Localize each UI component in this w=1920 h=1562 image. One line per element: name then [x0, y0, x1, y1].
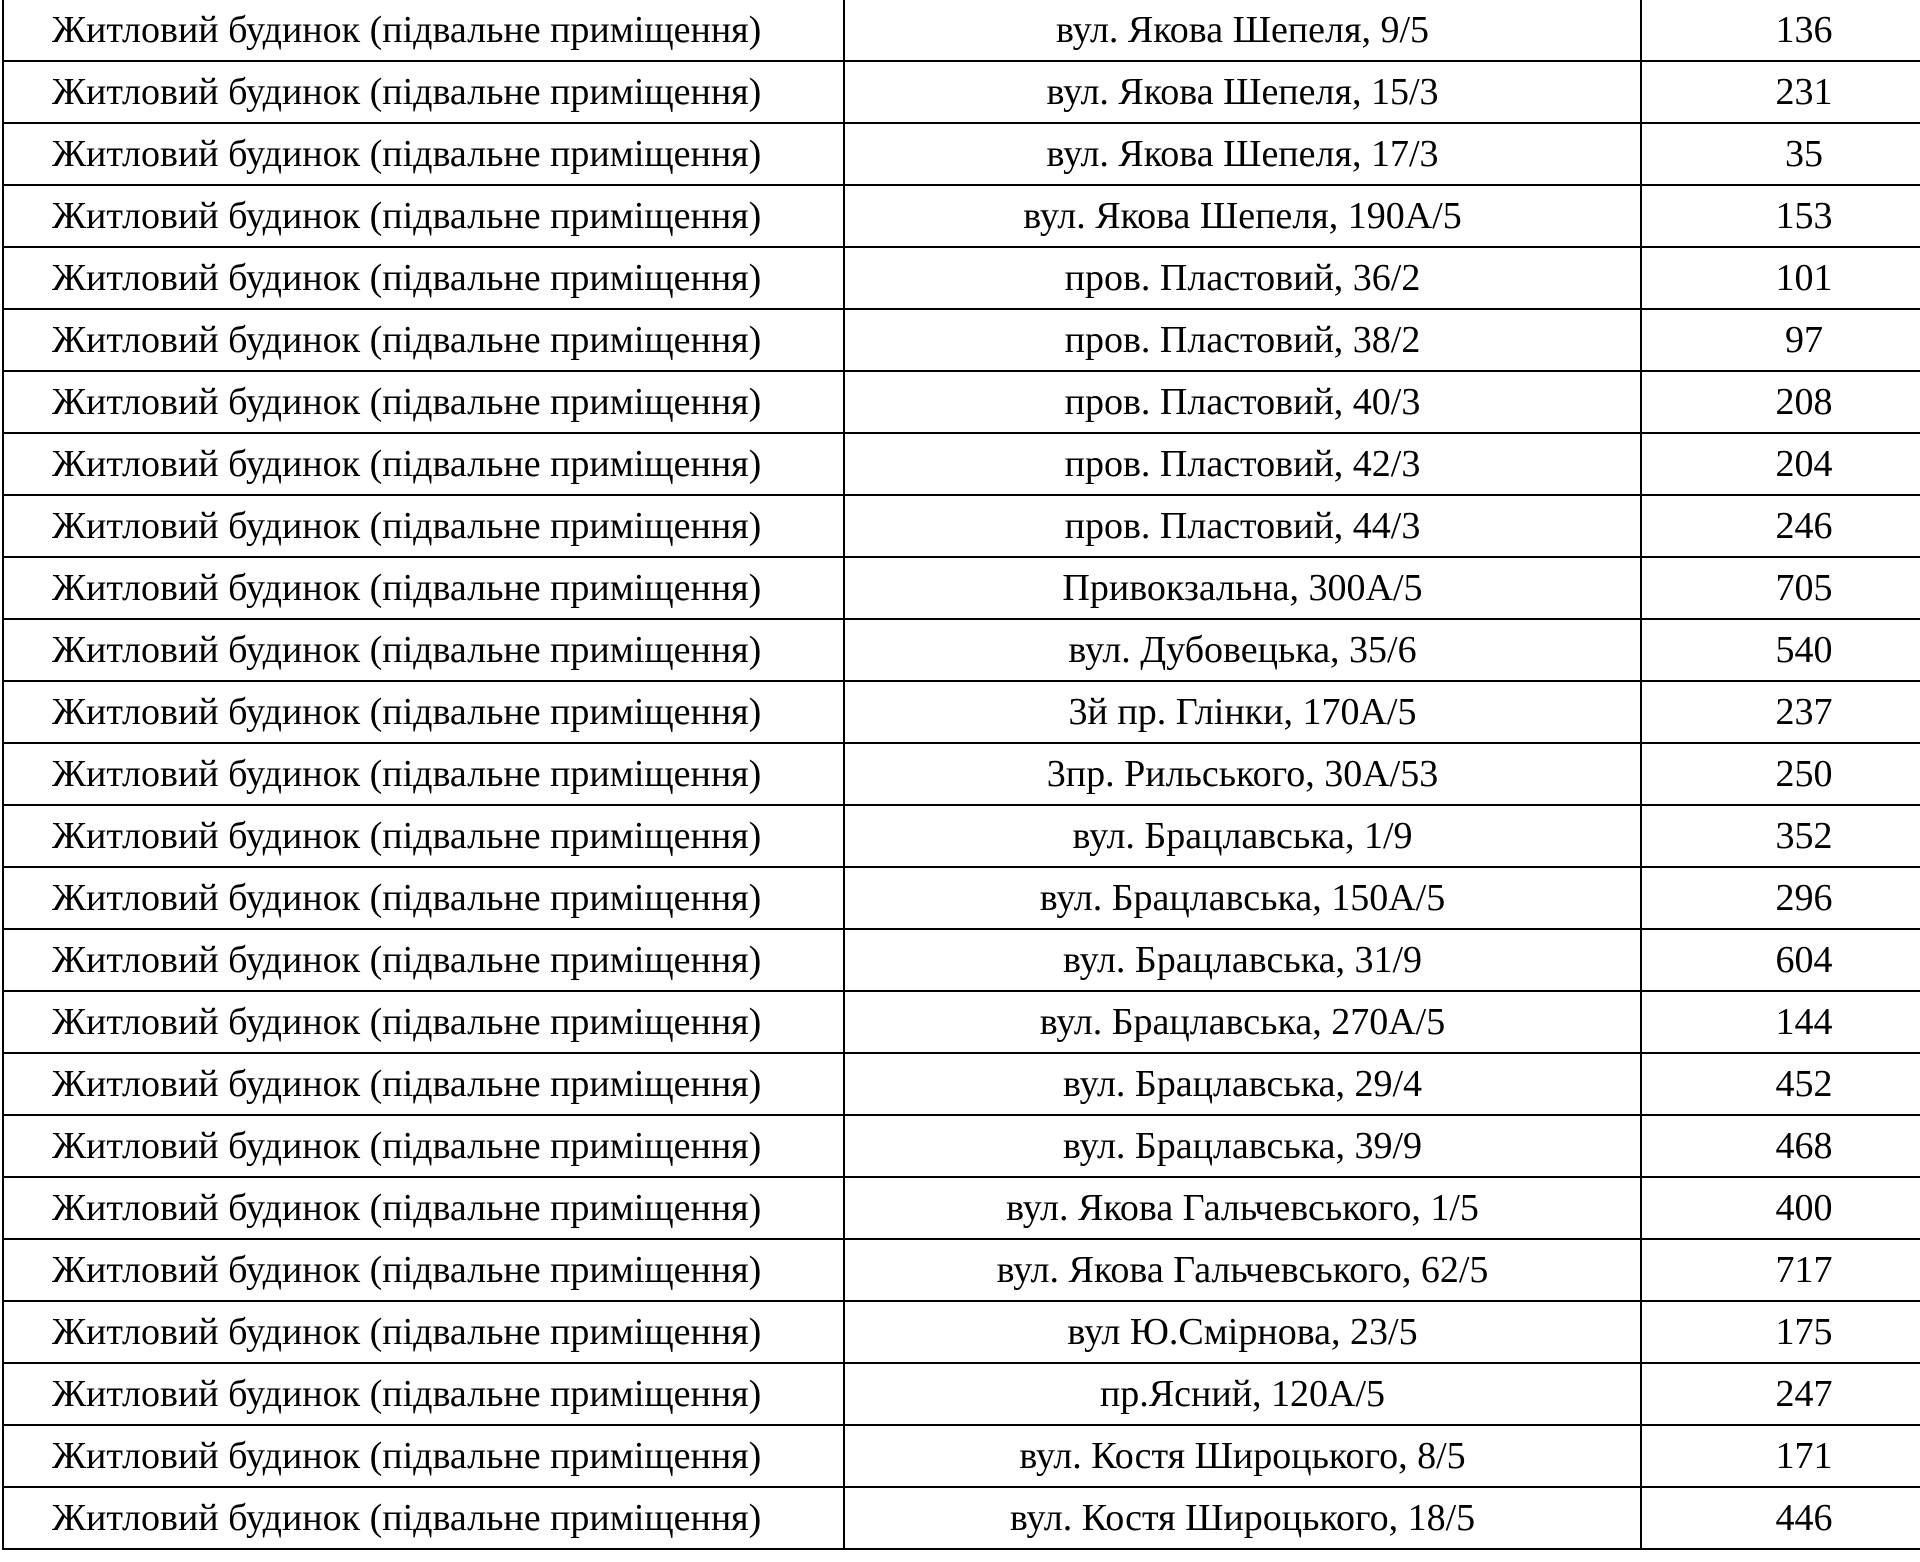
value-cell: 171: [1641, 1425, 1920, 1487]
value-cell: 97: [1641, 309, 1920, 371]
value-cell: 101: [1641, 247, 1920, 309]
value-cell: 352: [1641, 805, 1920, 867]
building-type-cell: Житловий будинок (підвальне приміщення): [3, 371, 844, 433]
building-type-cell: Житловий будинок (підвальне приміщення): [3, 991, 844, 1053]
value-cell: 446: [1641, 1487, 1920, 1549]
address-cell: вул. Брацлавська, 29/4: [844, 1053, 1641, 1115]
address-cell: пров. Пластовий, 42/3: [844, 433, 1641, 495]
building-type-cell: Житловий будинок (підвальне приміщення): [3, 681, 844, 743]
address-cell: вул. Якова Гальчевського, 62/5: [844, 1239, 1641, 1301]
table-row: [3, 495, 1920, 557]
building-type-cell: Житловий будинок (підвальне приміщення): [3, 743, 844, 805]
table-row: [3, 123, 1920, 185]
value-cell: 247: [1641, 1363, 1920, 1425]
table-row: [3, 1115, 1920, 1177]
address-cell: вул. Якова Шепеля, 9/5: [844, 0, 1641, 61]
table-row: [3, 1301, 1920, 1363]
table-row: [3, 0, 1920, 61]
shelter-table: [2, 0, 1920, 1550]
value-cell: 717: [1641, 1239, 1920, 1301]
table-row: [3, 61, 1920, 123]
address-cell: вул. Якова Шепеля, 17/3: [844, 123, 1641, 185]
address-cell: вул. Брацлавська, 1/9: [844, 805, 1641, 867]
building-type-cell: Житловий будинок (підвальне приміщення): [3, 619, 844, 681]
table-row: [3, 557, 1920, 619]
table-row: [3, 1053, 1920, 1115]
address-cell: вул. Дубовецька, 35/6: [844, 619, 1641, 681]
building-type-cell: Житловий будинок (підвальне приміщення): [3, 1115, 844, 1177]
building-type-cell: Житловий будинок (підвальне приміщення): [3, 247, 844, 309]
address-cell: вул. Костя Широцького, 8/5: [844, 1425, 1641, 1487]
address-cell: вул. Брацлавська, 31/9: [844, 929, 1641, 991]
value-cell: 250: [1641, 743, 1920, 805]
value-cell: 604: [1641, 929, 1920, 991]
address-cell: пров. Пластовий, 40/3: [844, 371, 1641, 433]
table-row: [3, 185, 1920, 247]
table-body: [3, 0, 1920, 1549]
building-type-cell: Житловий будинок (підвальне приміщення): [3, 61, 844, 123]
table-row: [3, 309, 1920, 371]
table-row: [3, 1487, 1920, 1549]
value-cell: 540: [1641, 619, 1920, 681]
building-type-cell: Житловий будинок (підвальне приміщення): [3, 1301, 844, 1363]
address-cell: вул. Брацлавська, 150А/5: [844, 867, 1641, 929]
building-type-cell: Житловий будинок (підвальне приміщення): [3, 1053, 844, 1115]
building-type-cell: Житловий будинок (підвальне приміщення): [3, 557, 844, 619]
value-cell: 153: [1641, 185, 1920, 247]
building-type-cell: Житловий будинок (підвальне приміщення): [3, 0, 844, 61]
value-cell: 705: [1641, 557, 1920, 619]
table-row: [3, 1425, 1920, 1487]
value-cell: 452: [1641, 1053, 1920, 1115]
table-row: [3, 681, 1920, 743]
value-cell: 400: [1641, 1177, 1920, 1239]
table-row: [3, 1239, 1920, 1301]
address-cell: вул. Костя Широцького, 18/5: [844, 1487, 1641, 1549]
table-row: [3, 371, 1920, 433]
building-type-cell: Житловий будинок (підвальне приміщення): [3, 1425, 844, 1487]
building-type-cell: Житловий будинок (підвальне приміщення): [3, 805, 844, 867]
value-cell: 246: [1641, 495, 1920, 557]
address-cell: вул. Брацлавська, 270А/5: [844, 991, 1641, 1053]
building-type-cell: Житловий будинок (підвальне приміщення): [3, 123, 844, 185]
value-cell: 231: [1641, 61, 1920, 123]
address-cell: пров. Пластовий, 44/3: [844, 495, 1641, 557]
building-type-cell: Житловий будинок (підвальне приміщення): [3, 867, 844, 929]
building-type-cell: Житловий будинок (підвальне приміщення): [3, 1363, 844, 1425]
address-cell: пров. Пластовий, 36/2: [844, 247, 1641, 309]
value-cell: 468: [1641, 1115, 1920, 1177]
value-cell: 175: [1641, 1301, 1920, 1363]
address-cell: пров. Пластовий, 38/2: [844, 309, 1641, 371]
address-cell: вул Ю.Смірнова, 23/5: [844, 1301, 1641, 1363]
value-cell: 296: [1641, 867, 1920, 929]
address-cell: вул. Брацлавська, 39/9: [844, 1115, 1641, 1177]
building-type-cell: Житловий будинок (підвальне приміщення): [3, 433, 844, 495]
building-type-cell: Житловий будинок (підвальне приміщення): [3, 1177, 844, 1239]
address-cell: 3пр. Рильського, 30А/53: [844, 743, 1641, 805]
table-row: [3, 247, 1920, 309]
table-row: [3, 991, 1920, 1053]
table-row: [3, 929, 1920, 991]
value-cell: 208: [1641, 371, 1920, 433]
building-type-cell: Житловий будинок (підвальне приміщення): [3, 495, 844, 557]
building-type-cell: Житловий будинок (підвальне приміщення): [3, 309, 844, 371]
building-type-cell: Житловий будинок (підвальне приміщення): [3, 1487, 844, 1549]
value-cell: 237: [1641, 681, 1920, 743]
address-cell: пр.Ясний, 120А/5: [844, 1363, 1641, 1425]
table-row: [3, 805, 1920, 867]
value-cell: 35: [1641, 123, 1920, 185]
table-row: [3, 867, 1920, 929]
table-row: [3, 743, 1920, 805]
value-cell: 136: [1641, 0, 1920, 61]
address-cell: Привокзальна, 300А/5: [844, 557, 1641, 619]
table-row: [3, 619, 1920, 681]
building-type-cell: Житловий будинок (підвальне приміщення): [3, 929, 844, 991]
value-cell: 204: [1641, 433, 1920, 495]
address-cell: вул. Якова Гальчевського, 1/5: [844, 1177, 1641, 1239]
table-row: [3, 433, 1920, 495]
address-cell: 3й пр. Глінки, 170А/5: [844, 681, 1641, 743]
address-cell: вул. Якова Шепеля, 190А/5: [844, 185, 1641, 247]
address-cell: вул. Якова Шепеля, 15/3: [844, 61, 1641, 123]
table-row: [3, 1363, 1920, 1425]
building-type-cell: Житловий будинок (підвальне приміщення): [3, 1239, 844, 1301]
table-row: [3, 1177, 1920, 1239]
building-type-cell: Житловий будинок (підвальне приміщення): [3, 185, 844, 247]
value-cell: 144: [1641, 991, 1920, 1053]
